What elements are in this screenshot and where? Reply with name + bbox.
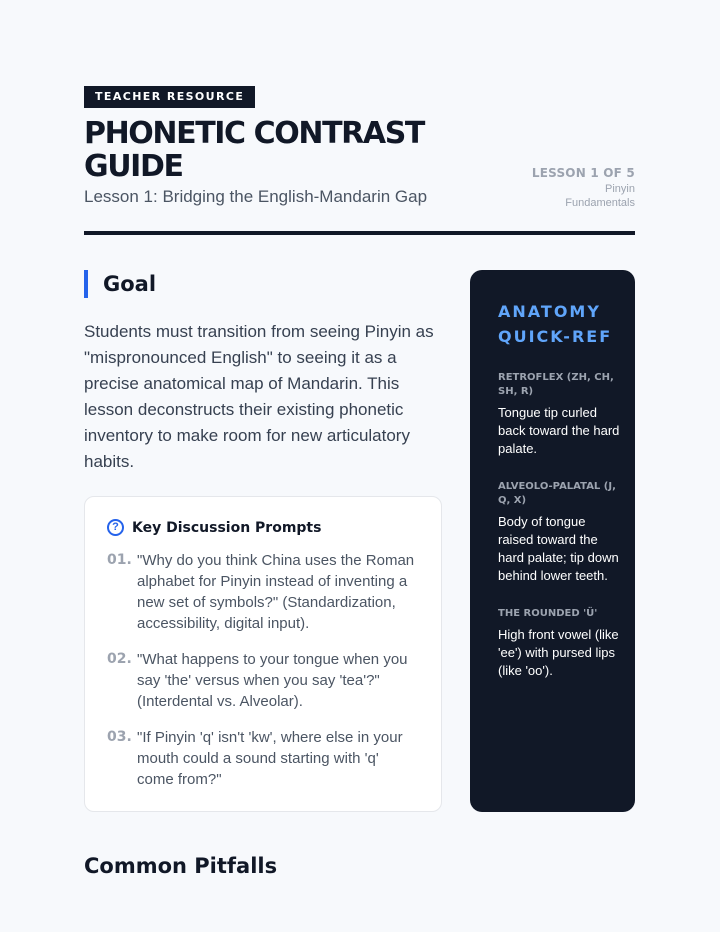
pitfalls-heading: Common Pitfalls [84,854,278,878]
prompt-number: 03. [107,729,132,745]
term-description: High front vowel (like 'ee') with pursed lips (like 'oo'). [498,627,619,678]
prompt-text: "Why do you think China uses the Roman alphabet for Pinyin instead of inventing a new set of symbols?" (Standardization, accessibility, digital input). [137,552,415,632]
prompts-title: Key Discussion Prompts [132,519,322,536]
ref-term [498,480,621,585]
page-title: PHONETIC CONTRAST GUIDE [84,116,424,184]
lesson-number: LESSON 1 OF 5 [531,166,635,180]
page-subtitle: Lesson 1: Bridging the English-Mandarin Gap [84,187,428,206]
list-item [107,727,419,790]
term-description: Body of tongue raised toward the hard palate; tip down behind lower teeth. [498,514,619,583]
discussion-prompts-card [84,496,442,812]
list-item [107,550,419,634]
ref-term [498,371,621,458]
goal-text: Students must transition from seeing Pinyin as "mispronounced English" to seeing it as a precise anatomical map of Mandarin. This lesson deconstructs their existing phonetic inventory to make room for new articulatory habits. [84,322,434,471]
prompt-text: "If Pinyin 'q' isn't 'kw', where else in your mouth could a sound starting with 'q' come from?" [137,729,403,788]
prompt-text: "What happens to your tongue when you say 'the' versus when you say 'tea'?" (Interdental vs. Alveolar). [137,651,408,710]
prompts-header [107,519,419,536]
anatomy-quick-ref-panel [470,270,635,812]
term-label: RETROFLEX (ZH, CH, SH, R) [498,372,614,397]
lesson-info [532,166,635,210]
lesson-series: Pinyin Fundamentals [565,183,635,209]
term-label: ALVEOLO-PALATAL (J, Q, X) [498,481,616,506]
header-divider [84,231,635,235]
list-item [107,649,419,712]
term-description: Tongue tip curled back toward the hard palate. [498,405,620,456]
prompt-number: 01. [107,552,132,568]
anatomy-title: ANATOMY QUICK-REF [498,302,613,346]
prompt-list [107,550,419,790]
term-label: THE ROUNDED 'Ü' [498,608,598,619]
page [84,86,635,878]
prompt-number: 02. [107,651,132,667]
resource-tag: TEACHER RESOURCE [84,86,255,108]
question-circle-icon: ? [107,519,124,536]
ref-term [498,607,621,680]
goal-heading: Goal [84,270,156,298]
